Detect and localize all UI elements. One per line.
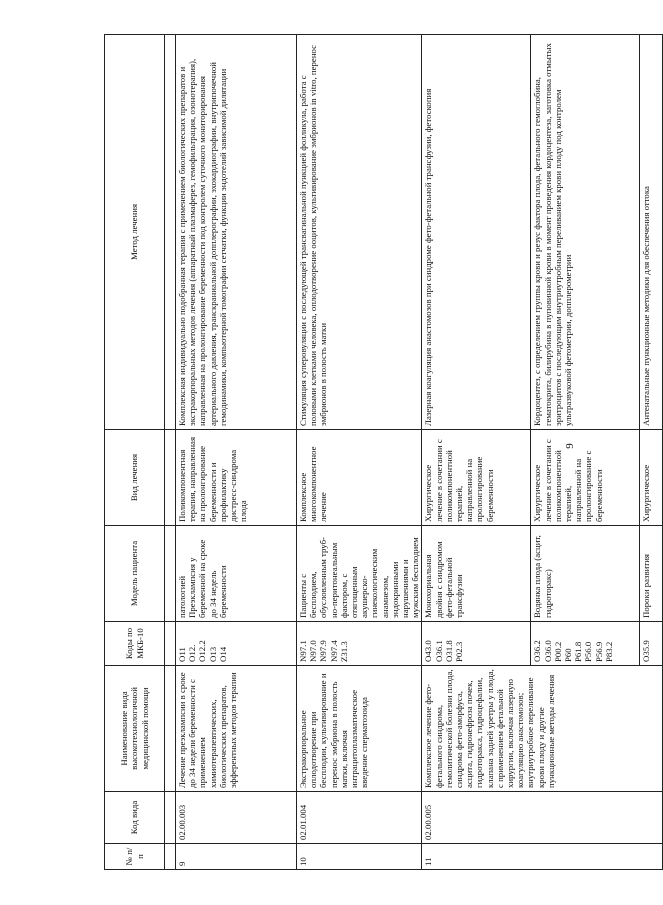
table-row <box>297 35 422 870</box>
table-header-row <box>105 35 165 870</box>
cell-mkb: O11 O12. O12.2 O13 O14 <box>176 622 297 666</box>
header-code: Код вида <box>105 792 165 844</box>
cell-type: Поликомпонентная терапия, направленная на пролонгирование беременности и профилактику дистресс-синдрома плода <box>176 430 297 526</box>
cell-name: Комплексное лечение фето-фетального синдрома, гемолитической болезни плода, синдрома фето-аморфуса, асцита, гидронефроза почек, гидроторакса, гидроцефалии, клапана задней уретры у плода, с применением фетальной хирургии, включая лазерную коагуляцию анастомозов; внутриутробное переливание крови плоду и другие пункционные методы лечения <box>422 666 663 792</box>
cell-code: 02.01.004 <box>297 792 422 844</box>
medical-care-table <box>104 34 663 870</box>
cell-mkb: O43.0 O36.1 O31.8 P02.3 <box>422 622 531 666</box>
cell-method: Кордоцентез, с определением группы крови и резус фактора плода, фетального гемоглобина, гематокрита, билирубина в пуповинной крови в момент проведения кордоцентеза, заготовка отмытых эритроцитов с последующим внутриутробным переливанием крови плоду под контролем ультразвуковой фетометрии, допплерометрии <box>531 35 640 430</box>
cell-num: 10 <box>297 844 422 870</box>
cell-method: Антенатальные пункционные методики для обеспечения оттока <box>640 35 663 430</box>
cell-type: Комплексное многокомпонентное лечение <box>297 430 422 526</box>
cell-model: Водянка плода (асцит, гидроторакс) <box>531 526 640 622</box>
header-num: № п/п <box>105 844 165 870</box>
header-mkb: Коды по МКБ-10 <box>105 622 165 666</box>
cell-method: Лазерная коагуляция анастомозов при синдроме фето-фетальной трансфузии, фетоскопия <box>422 35 531 430</box>
cell-name: Лечение преэклампсии в сроке до 34 недели беременности с применением химиотерапевтических, биологических препаратов, эфферентных методов терапии <box>176 666 297 792</box>
page-number: 9 <box>564 443 576 449</box>
table-row <box>422 35 531 870</box>
table-row <box>176 35 297 870</box>
cell-mkb: O35.9 <box>640 622 663 666</box>
cell-type: Хирургическое лечение в сочетании с поликомпонентной терапией, направленной на пролонгирование беременности <box>422 430 531 526</box>
header-type: Вид лечения <box>105 430 165 526</box>
cell-code: 02.00.005 <box>422 792 663 844</box>
cell-type: Хирургическое лечение в сочетании с поликомпонентной терапией, направленной на пролонгирование с беременности <box>531 430 640 526</box>
cell-model: Пороки развития <box>640 526 663 622</box>
header-model: Модель пациента <box>105 526 165 622</box>
cell-model: Монохориальная двойня с синдромом фето-фетальной трансфузии <box>422 526 531 622</box>
cell-model: патологией Преэклампсия у беременной на сроке до 34 недель беременности <box>176 526 297 622</box>
cell-num: 11 <box>422 844 663 870</box>
cell-method: Стимуляция суперовуляции с последующей трансвагинальной пункцией фолликула, работа с половыми клетками человека, оплодотворение ооцитов, культивирование эмбрионов in vitro, перенос эмбрионов в полость матки <box>297 35 422 430</box>
cell-method: Комплексная индивидуально подобранная терапия с применением биологических препаратов и экстракорпоральных методов лечения (аппаратный плазмаферез, гемофильтрация, озонотерапия), направленная на пролонгирование беременности под контролем суточного мониторирования артериального давления, транскраниальной допплерографии, эхокардиографии, внутрипочечной гемодинамики, компьютерной томографии сетчатки, функции эндотелий зависимой дилятации <box>176 35 297 430</box>
cell-type: Хирургическое <box>640 430 663 526</box>
cell-num: 9 <box>176 844 297 870</box>
cell-mkb: O36.2 O36.0 P00.2 P60 P61.8 P56.0 P56.9 P83.2 <box>531 622 640 666</box>
column-number-row <box>165 35 176 870</box>
rotated-table-wrapper <box>104 35 652 870</box>
cell-name: Экстракорпоральное оплодотворение при бесплодии, культивирование и перенос эмбриона в полость матки, включая интрацитоплазматическое введение сперматозоида <box>297 666 422 792</box>
cell-mkb: N97.1 N97.0 N97.9 N97.4 Z31.3 <box>297 622 422 666</box>
header-name: Наименование вида высокотехнологичной медицинской помощи <box>105 666 165 792</box>
cell-model: Пациенты с бесплодием, обусловленным труб-но-перитонеальным фактором, с отягощенным акушерско-гинекологическим анамнезом, эндокринными нарушениями и мужским бесплодием <box>297 526 422 622</box>
cell-code: 02.00.003 <box>176 792 297 844</box>
header-method: Метод лечения <box>105 35 165 430</box>
